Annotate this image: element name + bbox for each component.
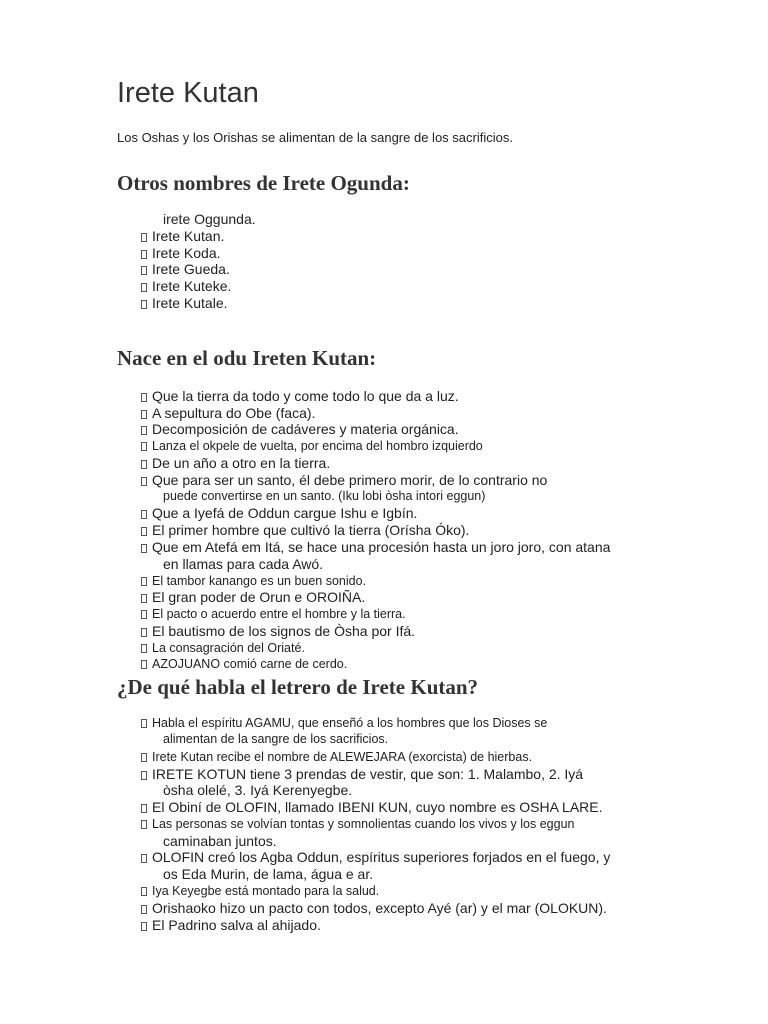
bullet-box-icon [141,477,147,486]
list-item [141,900,607,917]
bullet-box-icon [141,644,147,653]
list-item [141,573,366,590]
list-item [141,421,459,438]
list-item-text: El Obiní de OLOFIN, llamado IBENI KUN, cuyo nombre es OSHA LARE. [152,799,603,815]
list-item [141,455,330,472]
list-item-text: El Padrino salva al ahijado. [152,917,321,933]
list-item-continuation [163,556,323,573]
list-item [141,472,547,489]
list-item-text: Decomposición de cadáveres y materia orgánica. [152,421,459,437]
list-item-continuation [163,731,388,748]
list-item-continuation [163,488,485,505]
bullet-box-icon [141,233,147,242]
list-item-text: Irete Kutan. [152,228,225,244]
list-item-text: irete Oggunda. [163,211,256,227]
list-item [141,883,379,900]
list-item-text: Irete Kutan recibe el nombre de ALEWEJARA (exorcista) de hierbas. [152,750,533,764]
bullet-box-icon [141,804,147,813]
list-item-text: caminaban juntos. [163,833,277,849]
list-item-text: puede convertirse en un santo. (Iku lobi òsha intori eggun) [163,489,486,503]
list-item [141,849,610,866]
list-item-text: AZOJUANO comió carne de cerdo. [152,657,348,671]
intro-paragraph: Los Oshas y los Orishas se alimentan de la sangre de los sacrificios. [117,130,513,145]
list-item-text: El pacto o acuerdo entre el hombre y la tierra. [152,607,406,621]
list-item-text: De un año a otro en la tierra. [152,455,331,471]
list-item-text: IRETE KOTUN tiene 3 prendas de vestir, que son: 1. Malambo, 2. Iyá [152,766,584,782]
bullet-box-icon [141,510,147,519]
list-item-text: Irete Kuteke. [152,278,232,294]
list-item-text: en llamas para cada Awó. [163,556,324,572]
section-heading-letrero: ¿De qué habla el letrero de Irete Kutan? [117,675,479,699]
bullet-box-icon [141,393,147,402]
list-item [141,438,483,455]
list-item-text: La consagración del Oriaté. [152,641,305,655]
section-heading-otros-nombres: Otros nombres de Irete Ogunda: [117,171,410,195]
list-item [141,261,230,278]
page-title: Irete Kutan [117,77,259,109]
list-item-continuation [163,833,277,850]
list-item-continuation [163,782,352,799]
bullet-box-icon [141,887,147,896]
list-item [141,656,347,673]
bullet-box-icon [141,426,147,435]
bullet-box-icon [141,250,147,259]
bullet-box-icon [141,410,147,419]
list-item-text: os Eda Murin, de lama, água e ar. [163,866,374,882]
bullet-box-icon [141,771,147,780]
bullet-box-icon [141,544,147,553]
list-item [141,405,315,422]
list-item [141,505,417,522]
bullet-box-icon [141,610,147,619]
bullet-box-icon [141,719,147,728]
list-item [141,715,547,732]
list-item [141,623,415,640]
list-item [141,799,603,816]
list-item-text: Iya Keyegbe está montado para la salud. [152,884,380,898]
list-item [141,388,459,405]
list-item-text: El primer hombre que cultivó la tierra (Orísha Óko). [152,522,470,538]
list-item [141,295,228,312]
list-item-text: Irete Kutale. [152,295,228,311]
list-item-text: El tambor kanango es un buen sonido. [152,574,367,588]
list-item-text: Orishaoko hizo un pacto con todos, excepto Ayé (ar) y el mar (OLOKUN). [152,900,607,916]
list-item [141,522,469,539]
list-item-text: Que em Atefá em Itá, se hace una procesión hasta un joro joro, con atana [152,539,611,555]
list-item-text: Lanza el okpele de vuelta, por encima del hombro izquierdo [152,439,483,453]
list-item-text: El gran poder de Orun e OROIÑA. [152,589,366,605]
list-item [163,211,256,228]
list-item-text: El bautismo de los signos de Òsha por Ifá. [152,623,416,639]
list-item-text: OLOFIN creó los Agba Oddun, espíritus superiores forjados en el fuego, y [152,849,611,865]
list-item-text: Habla el espíritu AGAMU, que enseñó a los hombres que los Dioses se [152,716,548,730]
list-item [141,606,406,623]
list-item [141,228,224,245]
bullet-box-icon [141,460,147,469]
bullet-box-icon [141,300,147,309]
list-item [141,589,365,606]
bullet-box-icon [141,527,147,536]
list-item-text: A sepultura do Obe (faca). [152,405,316,421]
list-item [141,278,231,295]
bullet-box-icon [141,594,147,603]
list-item [141,245,221,262]
bullet-box-icon [141,820,147,829]
list-item-text: alimentan de la sangre de los sacrificios. [163,732,389,746]
bullet-box-icon [141,442,147,451]
bullet-box-icon [141,628,147,637]
list-item-text: Las personas se volvían tontas y somnolientas cuando los vivos y los eggun [152,817,575,831]
bullet-box-icon [141,854,147,863]
bullet-box-icon [141,753,147,762]
bullet-box-icon [141,283,147,292]
list-item-text: Irete Koda. [152,245,221,261]
list-item [141,749,532,766]
list-item-text: Irete Gueda. [152,261,230,277]
list-item-text: Que la tierra da todo y come todo lo que da a luz. [152,388,459,404]
list-item-text: Que a Iyefá de Oddun cargue Ishu e Igbín. [152,505,418,521]
list-item [141,766,583,783]
bullet-box-icon [141,266,147,275]
list-item-text: òsha olelé, 3. Iyá Kerenyegbe. [163,782,353,798]
list-item-text: Que para ser un santo, él debe primero morir, de lo contrario no [152,472,548,488]
bullet-box-icon [141,660,147,669]
list-item [141,539,610,556]
list-item [141,917,321,934]
list-item [141,816,574,833]
bullet-box-icon [141,905,147,914]
bullet-box-icon [141,577,147,586]
bullet-box-icon [141,922,147,931]
list-item-continuation [163,866,373,883]
section-heading-nace: Nace en el odu Ireten Kutan: [117,346,377,370]
list-item [141,640,305,657]
